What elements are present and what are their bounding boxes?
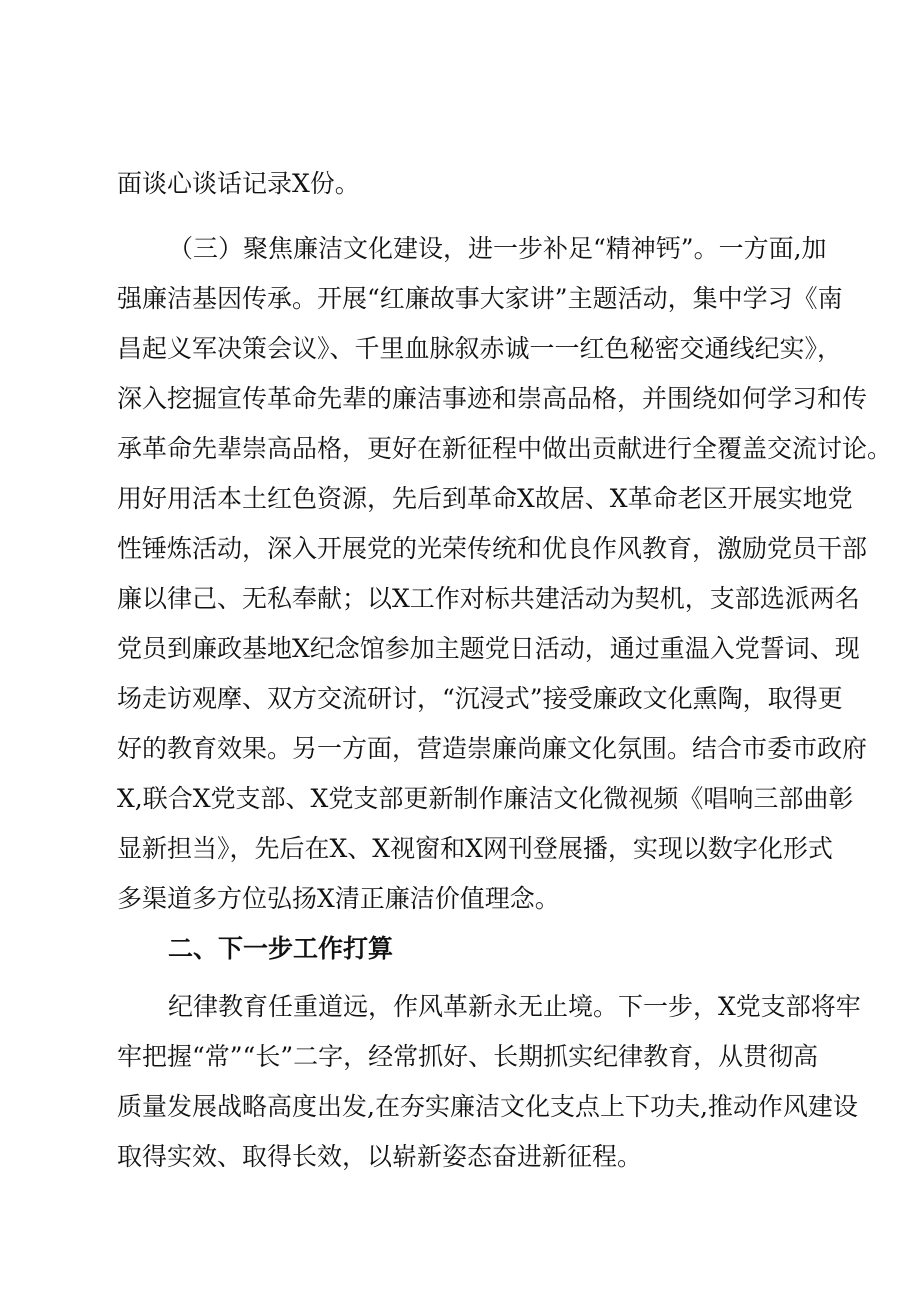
- paragraph-line: 承革命先辈崇高品格，更好在新征程中做出贡献进行全覆盖交流讨论。: [117, 434, 893, 463]
- paragraph-line: 用好用活本土红色资源，先后到革命X故居、X革命老区开展实地党: [117, 484, 853, 513]
- paragraph-line: 显新担当》，先后在X、X视窗和X网刊登展播，实现以数字化形式: [117, 834, 833, 863]
- paragraph-line: 场走访观摩、双方交流研讨，“沉浸式”接受廉政文化熏陶，取得更: [117, 684, 843, 713]
- paragraph-line: 强廉洁基因传承。开展“红廉故事大家讲”主题活动，集中学习《南: [117, 284, 843, 313]
- paragraph-line: 牢把握“常”“长”二字，经常抓好、长期抓实纪律教育，从贯彻高: [117, 1042, 819, 1071]
- paragraph-line: 质量发展战略高度出发,在夯实廉洁文化支点上下功夫,推动作风建设: [117, 1092, 858, 1121]
- paragraph-line: 廉以律己、无私奉献；以X工作对标共建活动为契机，支部选派两名: [117, 584, 860, 613]
- paragraph-continuation-line: 面谈心谈话记录X份。: [117, 169, 360, 198]
- section-heading: 二、下一步工作打算: [168, 934, 394, 963]
- paragraph-line-last: 多渠道多方位弘扬X清正廉洁价值理念。: [117, 884, 560, 913]
- paragraph-line: 好的教育效果。另一方面，营造崇廉尚廉文化氛围。结合市委市政府: [117, 734, 868, 763]
- paragraph-line: 昌起义军决策会议》、千里血脉叙赤诚一一红色秘密交通线纪实》，: [117, 334, 843, 363]
- paragraph-line: （三）聚焦廉洁文化建设，进一步补足“精神钙”。一方面,加: [168, 234, 827, 263]
- paragraph-line: 纪律教育任重道远，作风革新永无止境。下一步，X党支部将牢: [168, 992, 861, 1021]
- paragraph-line: 党员到廉政基地X纪念馆参加主题党日活动，通过重温入党誓词、现: [117, 634, 860, 663]
- paragraph-line: X,联合X党支部、X党支部更新制作廉洁文化微视频《唱响三部曲彰: [117, 784, 854, 813]
- paragraph-line: 深入挖掘宣传革命先辈的廉洁事迹和崇高品格，并围绕如何学习和传: [117, 384, 868, 413]
- paragraph-line: 性锤炼活动，深入开展党的光荣传统和优良作风教育，激励党员干部: [117, 534, 868, 563]
- paragraph-line-last: 取得实效、取得长效，以崭新姿态奋进新征程。: [117, 1142, 643, 1171]
